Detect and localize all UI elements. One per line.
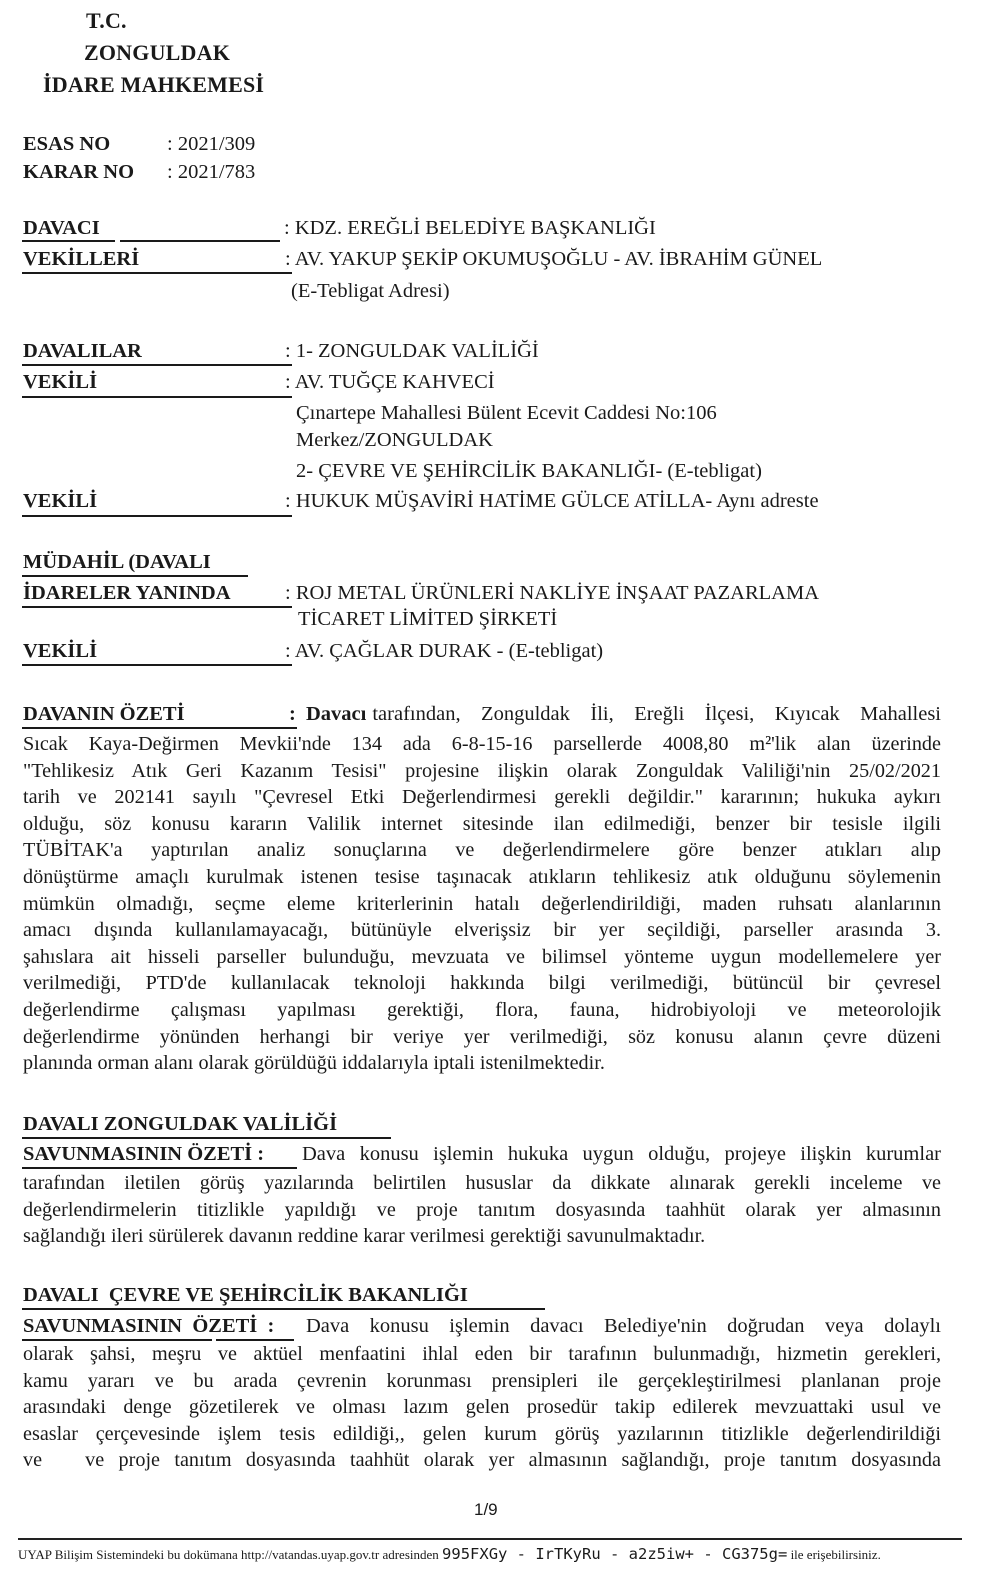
valilik-savunma-title-underline xyxy=(22,1137,391,1139)
davanin-ozeti-body xyxy=(23,731,941,1077)
court-header-court: İDARE MAHKEMESİ xyxy=(43,72,265,97)
valilik-savunma-line: değerlendirmelerin titizlikle yapıldığı ve proje tanıtım dosyasında taahhüt olarak yer almasının xyxy=(23,1198,941,1221)
vekilleri-underline xyxy=(22,272,292,274)
valilik-savunma-label: SAVUNMASININ ÖZETİ : xyxy=(23,1143,265,1165)
mudahil-underline-2 xyxy=(22,606,292,608)
davalilar-label: DAVALILAR xyxy=(23,340,142,362)
vekili-1-address-line2: Merkez/ZONGULDAK xyxy=(296,429,493,451)
vekili-3-label: VEKİLİ xyxy=(23,640,98,662)
davanin-ozeti-line: Sıcak Kaya-Değirmen Mevkii'nde 134 ada 6-8-15-16 parsellerde 4008,80 m²'lik alan üzerinde xyxy=(23,733,941,755)
davanin-ozeti-line: tarafından, Zonguldak İli, Ereğli İlçesi, Kıyıcak Mahallesi xyxy=(372,703,941,725)
davalilar-underline xyxy=(22,364,292,366)
bakanlik-savunma-line: ve ve proje tanıtım dosyasında taahhüt olarak yer almasının sağlandığı, proje tanıtım dosyasında xyxy=(23,1449,941,1472)
davanin-ozeti-line: değerlendirme çalışması yapılması gerektiği, flora, fauna, hidrobiyoloji ve meteorolojik xyxy=(23,998,941,1021)
esas-no-value: : 2021/309 xyxy=(167,133,256,155)
valilik-savunma-line: sağlandığı ileri sürülerek davanın reddine karar verilmesi gerektiği savunulmaktadır. xyxy=(23,1225,706,1248)
footer-suffix: ile erişebilirsiniz. xyxy=(790,1547,881,1562)
vekili-1-address-line1: Çınartepe Mahallesi Bülent Ecevit Caddesi No:106 xyxy=(296,402,717,424)
bakanlik-savunma-first-line: Dava konusu işlemin davacı Belediye'nin doğrudan veya dolaylı xyxy=(306,1315,941,1337)
davanin-ozeti-line: mümkün olmadığı, seçme eleme kriterlerinin hatalı değerlendirildiği, maden ruhsatı alanlarının xyxy=(23,892,941,915)
davanin-ozeti-line: planında orman alanı olarak görüldüğü iddalarıyla iptali istenilmektedir. xyxy=(23,1052,605,1075)
davanin-ozeti-line: tarih ve 202141 sayılı "Çevresel Etki Değerlendirmesi gerekli değildir." kararının; hukuka aykırı xyxy=(23,786,941,809)
valilik-savunma-label-underline xyxy=(22,1167,297,1169)
davali-2: 2- ÇEVRE VE ŞEHİRCİLİK BAKANLIĞI- (E-tebligat) xyxy=(296,460,762,482)
mudahil-label-line1: MÜDAHİL (DAVALI xyxy=(23,551,211,573)
davaci-underline xyxy=(22,240,115,242)
vekili-1-value: : AV. TUĞÇE KAHVECİ xyxy=(285,371,495,393)
davanin-ozeti-line: dönüştürme amaçlı kurulmak istenen tesise taşınacak atıkların tehlikesiz atık olduğunu söylemenin xyxy=(23,865,941,888)
valilik-savunma-line: tarafından iletilen görüş yazılarında belirtilen hususlar da dikkate alınarak gerekli inceleme ve xyxy=(23,1172,941,1194)
davanin-ozeti-underline xyxy=(22,727,297,729)
davanin-ozeti-label: DAVANIN ÖZETİ xyxy=(23,703,185,725)
davaci-value: : KDZ. EREĞLİ BELEDİYE BAŞKANLIĞI xyxy=(284,217,656,239)
davanin-ozeti-line: verilmediği, PTD'de kullanılacak teknoloji hakkında bilgi verilmediği, bütüncül bir çevresel xyxy=(23,972,941,995)
bakanlik-savunma-line: kamu yararı ve bu arada çevrenin korunması prensipleri ile gerçekleştirilmesi planlanan proje xyxy=(23,1369,941,1392)
karar-no-value: : 2021/783 xyxy=(167,161,256,183)
bakanlik-savunma-label: SAVUNMASININ ÖZETİ : xyxy=(23,1315,275,1337)
vekilleri-value: : AV. YAKUP ŞEKİP OKUMUŞOĞLU - AV. İBRAHİM GÜNEL xyxy=(285,248,823,270)
valilik-savunma-first-line: Dava konusu işlemin hukuka uygun olduğu, projeye ilişkin kurumlar xyxy=(302,1143,941,1165)
davanin-ozeti-colon: : xyxy=(289,703,296,725)
vekilleri-label: VEKİLLERİ xyxy=(23,248,140,270)
davalilar-value: : 1- ZONGULDAK VALİLİĞİ xyxy=(285,340,539,362)
vekili-1-underline xyxy=(22,396,292,398)
karar-no-label: KARAR NO xyxy=(23,161,135,183)
davaci-underline-2 xyxy=(120,240,280,242)
page-number: 1/9 xyxy=(474,1500,498,1519)
mudahil-value-line1: : ROJ METAL ÜRÜNLERİ NAKLİYE İNŞAAT PAZARLAMA xyxy=(285,582,820,604)
davanin-ozeti-line: "Tehlikesiz Atık Geri Kazanım Tesisi" projesine ilişkin olarak Zonguldak Valiliği'nin 25/02/2021 xyxy=(23,759,941,782)
vekili-3-value: : AV. ÇAĞLAR DURAK - (E-tebligat) xyxy=(285,640,604,662)
esas-no-label: ESAS NO xyxy=(23,133,111,155)
mudahil-value-line2: TİCARET LİMİTED ŞİRKETİ xyxy=(298,608,558,630)
bakanlik-savunma-title-underline xyxy=(22,1308,545,1310)
vekili-2-value: : HUKUK MÜŞAVİRİ HATİME GÜLCE ATİLLA- Aynı adreste xyxy=(285,490,819,512)
footer-access-code: 995FXGy - IrTKyRu - a2z5iw+ - CG375g= xyxy=(442,1545,788,1563)
davanin-ozeti-line: TÜBİTAK'a yaptırılan analiz sonuçlarına ve değerlendirmelere göre benzer atıkları alıp xyxy=(23,839,941,862)
footer-prefix: UYAP Bilişim Sistemindeki bu dokümana http://vatandas.uyap.gov.tr adresinden xyxy=(18,1547,439,1562)
vekili-3-underline xyxy=(22,664,292,666)
valilik-savunma-body xyxy=(23,1170,941,1250)
davanin-ozeti-first-line xyxy=(306,703,941,726)
vekili-1-label: VEKİLİ xyxy=(23,371,98,393)
davanin-ozeti-line: amacı dışında kullanılamayacağı, bütünüyle elverişsiz bir yer seçildiği, parseller arasında 3. xyxy=(23,919,941,942)
valilik-savunma-title: DAVALI ZONGULDAK VALİLİĞİ xyxy=(23,1113,338,1135)
footer-divider xyxy=(18,1538,962,1540)
footer xyxy=(18,1545,881,1563)
davanin-ozeti-line: olduğu, söz konusu kararın Valilik internet sitesinde ilan edilmediği, benzer bir tesisle ilgili xyxy=(23,812,941,835)
davaci-label: DAVACI xyxy=(23,217,100,239)
bakanlik-savunma-line: olarak şahsi, meşru ve aktüel menfaatini ihlal eden bir tarafının bulunmadığı, hizmetin gerekleri, xyxy=(23,1343,941,1365)
vekili-2-underline xyxy=(22,515,292,517)
vekili-2-label: VEKİLİ xyxy=(23,490,98,512)
davanin-ozeti-line: şahıslara ait hisseli parseller bulunduğu, mevzuata ve bilimsel yönteme uygun modellemelere yer xyxy=(23,945,941,968)
bakanlik-savunma-line: esaslar çerçevesinde işlem tesis edildiği,, gelen kurum görüş yazılarının titizlikle değerlendirildiği xyxy=(23,1422,941,1445)
mudahil-underline-1 xyxy=(22,575,248,577)
bakanlik-savunma-body xyxy=(23,1341,941,1474)
davanin-ozeti-line: değerlendirme yönünden herhangi bir veriye yer verilmediği, söz konusu alanın çevre düzeni xyxy=(23,1025,941,1048)
davanin-ozeti-lead: Davacı xyxy=(306,703,367,725)
bakanlik-savunma-line: arasındaki denge gözetilerek ve olması lazım gelen prosedür takip edilerek mevzuattaki usul ve xyxy=(23,1396,941,1419)
mudahil-label-line2: İDARELER YANINDA xyxy=(23,582,231,604)
vekilleri-note: (E-Tebligat Adresi) xyxy=(291,280,450,302)
court-header-tc: T.C. xyxy=(86,8,127,33)
bakanlik-savunma-title: DAVALI ÇEVRE VE ŞEHİRCİLİK BAKANLIĞI xyxy=(23,1284,468,1306)
court-header-city: ZONGULDAK xyxy=(84,40,231,65)
